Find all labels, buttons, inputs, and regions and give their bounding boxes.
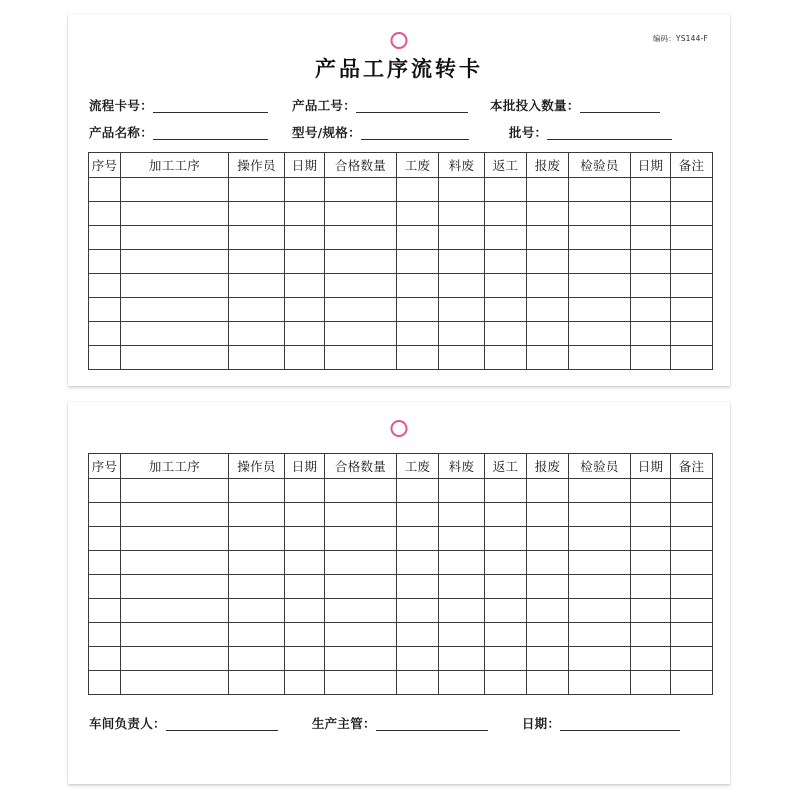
table-cell-gf[interactable] <box>397 551 439 575</box>
header-fields-row-1 <box>89 98 709 113</box>
field-batch-no[interactable] <box>509 125 672 140</box>
header-fields <box>89 98 709 140</box>
table-header-qty: 合格数量 <box>325 153 397 178</box>
table-cell-note[interactable] <box>671 298 713 322</box>
table-cell-qty[interactable] <box>325 575 397 599</box>
table-cell-gf[interactable] <box>397 647 439 671</box>
table-cell-insp[interactable] <box>569 623 631 647</box>
table-cell-note[interactable] <box>671 274 713 298</box>
field-flow-card-no-input[interactable] <box>153 99 268 113</box>
table-cell-mf[interactable] <box>439 226 485 250</box>
table-cell-qty[interactable] <box>325 647 397 671</box>
table-cell-scrap[interactable] <box>527 202 569 226</box>
table-cell-qty[interactable] <box>325 623 397 647</box>
table-cell-date1[interactable] <box>285 226 325 250</box>
table-cell-date1[interactable] <box>285 599 325 623</box>
table-cell-proc[interactable] <box>121 647 229 671</box>
table-cell-date2[interactable] <box>631 527 671 551</box>
field-workshop-manager-label: 车间负责人： <box>89 716 166 731</box>
table-header-op: 操作员 <box>229 454 285 479</box>
table-row <box>89 346 713 370</box>
table-cell-proc[interactable] <box>121 178 229 202</box>
binding-hole-icon <box>391 32 408 49</box>
table-cell-idx[interactable] <box>89 226 121 250</box>
table-header-date1: 日期 <box>285 153 325 178</box>
table-cell-qty[interactable] <box>325 671 397 695</box>
table-cell-insp[interactable] <box>569 551 631 575</box>
table-cell-date1[interactable] <box>285 202 325 226</box>
table-cell-idx[interactable] <box>89 503 121 527</box>
table-cell-proc[interactable] <box>121 274 229 298</box>
table-cell-date2[interactable] <box>631 647 671 671</box>
table-cell-mf[interactable] <box>439 551 485 575</box>
table-cell-idx[interactable] <box>89 322 121 346</box>
table-cell-idx[interactable] <box>89 274 121 298</box>
table-cell-mf[interactable] <box>439 322 485 346</box>
table-cell-mf[interactable] <box>439 575 485 599</box>
process-table-body-page-1 <box>89 178 713 370</box>
table-cell-qty[interactable] <box>325 226 397 250</box>
table-cell-qty[interactable] <box>325 527 397 551</box>
table-cell-mf[interactable] <box>439 623 485 647</box>
table-cell-note[interactable] <box>671 503 713 527</box>
table-cell-date2[interactable] <box>631 503 671 527</box>
table-header-op: 操作员 <box>229 153 285 178</box>
table-row <box>89 178 713 202</box>
table-row <box>89 575 713 599</box>
table-cell-qty[interactable] <box>325 551 397 575</box>
table-cell-op[interactable] <box>229 202 285 226</box>
table-header-rw: 返工 <box>485 454 527 479</box>
table-cell-idx[interactable] <box>89 575 121 599</box>
field-workshop-manager[interactable] <box>89 716 278 731</box>
table-cell-date1[interactable] <box>285 575 325 599</box>
table-cell-scrap[interactable] <box>527 298 569 322</box>
field-production-supervisor-input[interactable] <box>376 717 488 731</box>
table-cell-date1[interactable] <box>285 178 325 202</box>
table-cell-rw[interactable] <box>485 322 527 346</box>
field-workshop-manager-input[interactable] <box>166 717 278 731</box>
table-header-idx: 序号 <box>89 153 121 178</box>
table-cell-date2[interactable] <box>631 322 671 346</box>
binding-hole-icon <box>391 420 408 437</box>
table-row <box>89 647 713 671</box>
table-cell-mf[interactable] <box>439 503 485 527</box>
table-cell-op[interactable] <box>229 346 285 370</box>
table-cell-date1[interactable] <box>285 503 325 527</box>
table-cell-insp[interactable] <box>569 479 631 503</box>
table-cell-rw[interactable] <box>485 226 527 250</box>
table-cell-gf[interactable] <box>397 274 439 298</box>
field-batch-input-qty[interactable] <box>490 98 660 113</box>
table-header-row <box>89 153 713 178</box>
table-cell-op[interactable] <box>229 250 285 274</box>
table-cell-proc[interactable] <box>121 623 229 647</box>
table-row <box>89 551 713 575</box>
process-table-wrapper-page-1 <box>88 152 710 370</box>
table-cell-note[interactable] <box>671 202 713 226</box>
table-cell-scrap[interactable] <box>527 623 569 647</box>
table-row <box>89 250 713 274</box>
table-cell-rw[interactable] <box>485 575 527 599</box>
table-cell-date1[interactable] <box>285 250 325 274</box>
field-batch-no-label: 批号： <box>508 125 548 140</box>
table-cell-gf[interactable] <box>397 346 439 370</box>
table-cell-mf[interactable] <box>439 274 485 298</box>
table-cell-date1[interactable] <box>285 551 325 575</box>
table-cell-insp[interactable] <box>569 671 631 695</box>
table-cell-date1[interactable] <box>285 274 325 298</box>
table-cell-note[interactable] <box>671 479 713 503</box>
form-page-2 <box>68 402 730 784</box>
field-product-name-input[interactable] <box>153 126 268 140</box>
form-code-label: 编码：YS144-F <box>652 34 708 43</box>
table-header-proc: 加工工序 <box>121 153 229 178</box>
table-row <box>89 274 713 298</box>
table-cell-scrap[interactable] <box>527 575 569 599</box>
table-cell-gf[interactable] <box>397 226 439 250</box>
table-cell-insp[interactable] <box>569 503 631 527</box>
table-cell-insp[interactable] <box>569 322 631 346</box>
header-fields-row-2 <box>89 125 709 140</box>
table-cell-mf[interactable] <box>439 178 485 202</box>
table-cell-date2[interactable] <box>631 226 671 250</box>
field-product-job-no-label: 产品工号： <box>292 98 357 113</box>
table-cell-proc[interactable] <box>121 479 229 503</box>
table-header-gf: 工废 <box>397 454 439 479</box>
field-batch-input-qty-label: 本批投入数量： <box>490 98 580 113</box>
field-footer-date-label: 日期： <box>521 716 561 731</box>
table-header-scrap: 报废 <box>527 454 569 479</box>
table-cell-idx[interactable] <box>89 623 121 647</box>
table-cell-scrap[interactable] <box>527 178 569 202</box>
table-cell-proc[interactable] <box>121 503 229 527</box>
table-cell-idx[interactable] <box>89 346 121 370</box>
table-cell-qty[interactable] <box>325 599 397 623</box>
table-cell-op[interactable] <box>229 527 285 551</box>
table-header-note: 备注 <box>671 454 713 479</box>
table-cell-gf[interactable] <box>397 479 439 503</box>
process-table-head-page-2 <box>89 454 713 479</box>
table-cell-insp[interactable] <box>569 274 631 298</box>
table-cell-gf[interactable] <box>397 575 439 599</box>
table-header-insp: 检验员 <box>569 153 631 178</box>
field-product-job-no[interactable] <box>292 98 468 113</box>
table-cell-date2[interactable] <box>631 274 671 298</box>
table-cell-rw[interactable] <box>485 346 527 370</box>
table-cell-rw[interactable] <box>485 250 527 274</box>
table-cell-proc[interactable] <box>121 346 229 370</box>
table-cell-date1[interactable] <box>285 298 325 322</box>
field-flow-card-no[interactable] <box>89 98 268 113</box>
table-cell-date2[interactable] <box>631 298 671 322</box>
table-cell-scrap[interactable] <box>527 527 569 551</box>
table-cell-idx[interactable] <box>89 551 121 575</box>
table-cell-op[interactable] <box>229 298 285 322</box>
table-cell-mf[interactable] <box>439 647 485 671</box>
table-cell-rw[interactable] <box>485 274 527 298</box>
table-cell-rw[interactable] <box>485 479 527 503</box>
table-cell-proc[interactable] <box>121 298 229 322</box>
field-model-spec[interactable] <box>292 125 469 140</box>
table-cell-mf[interactable] <box>439 202 485 226</box>
table-cell-rw[interactable] <box>485 623 527 647</box>
table-cell-proc[interactable] <box>121 527 229 551</box>
table-cell-note[interactable] <box>671 671 713 695</box>
table-cell-scrap[interactable] <box>527 599 569 623</box>
table-header-note: 备注 <box>671 153 713 178</box>
table-header-qty: 合格数量 <box>325 454 397 479</box>
table-cell-note[interactable] <box>671 575 713 599</box>
field-flow-card-no-label: 流程卡号： <box>89 98 154 113</box>
table-cell-date1[interactable] <box>285 623 325 647</box>
table-cell-gf[interactable] <box>397 250 439 274</box>
table-cell-gf[interactable] <box>397 322 439 346</box>
field-footer-date-input[interactable] <box>560 717 680 731</box>
table-cell-rw[interactable] <box>485 178 527 202</box>
field-batch-input-qty-input[interactable] <box>580 99 660 113</box>
table-cell-mf[interactable] <box>439 250 485 274</box>
table-cell-proc[interactable] <box>121 599 229 623</box>
table-row <box>89 322 713 346</box>
field-product-job-no-input[interactable] <box>356 99 468 113</box>
table-cell-date1[interactable] <box>285 322 325 346</box>
process-table-head-page-1 <box>89 153 713 178</box>
table-cell-mf[interactable] <box>439 479 485 503</box>
table-cell-idx[interactable] <box>89 202 121 226</box>
table-cell-op[interactable] <box>229 178 285 202</box>
table-cell-note[interactable] <box>671 250 713 274</box>
table-cell-note[interactable] <box>671 527 713 551</box>
table-cell-proc[interactable] <box>121 322 229 346</box>
page-title: 产品工序流转卡 <box>315 57 483 81</box>
table-cell-scrap[interactable] <box>527 479 569 503</box>
table-cell-mf[interactable] <box>439 346 485 370</box>
table-cell-qty[interactable] <box>325 479 397 503</box>
table-cell-note[interactable] <box>671 322 713 346</box>
table-row <box>89 503 713 527</box>
table-header-rw: 返工 <box>485 153 527 178</box>
table-cell-date1[interactable] <box>285 647 325 671</box>
table-cell-date2[interactable] <box>631 178 671 202</box>
table-cell-date1[interactable] <box>285 527 325 551</box>
table-cell-idx[interactable] <box>89 671 121 695</box>
table-cell-rw[interactable] <box>485 202 527 226</box>
table-cell-insp[interactable] <box>569 250 631 274</box>
table-cell-gf[interactable] <box>397 623 439 647</box>
table-cell-note[interactable] <box>671 623 713 647</box>
table-header-insp: 检验员 <box>569 454 631 479</box>
table-row <box>89 527 713 551</box>
table-cell-rw[interactable] <box>485 527 527 551</box>
table-cell-mf[interactable] <box>439 298 485 322</box>
table-cell-idx[interactable] <box>89 298 121 322</box>
table-row <box>89 671 713 695</box>
table-header-date2: 日期 <box>631 454 671 479</box>
table-cell-idx[interactable] <box>89 479 121 503</box>
table-cell-date2[interactable] <box>631 671 671 695</box>
table-cell-qty[interactable] <box>325 298 397 322</box>
table-cell-op[interactable] <box>229 647 285 671</box>
table-header-date1: 日期 <box>285 454 325 479</box>
table-header-proc: 加工工序 <box>121 454 229 479</box>
table-cell-scrap[interactable] <box>527 551 569 575</box>
field-production-supervisor-label: 生产主管： <box>311 716 376 731</box>
table-cell-op[interactable] <box>229 671 285 695</box>
table-cell-qty[interactable] <box>325 178 397 202</box>
table-cell-note[interactable] <box>671 647 713 671</box>
table-cell-insp[interactable] <box>569 527 631 551</box>
table-row <box>89 226 713 250</box>
table-cell-op[interactable] <box>229 575 285 599</box>
table-cell-date1[interactable] <box>285 671 325 695</box>
table-cell-scrap[interactable] <box>527 503 569 527</box>
table-cell-date2[interactable] <box>631 623 671 647</box>
table-cell-op[interactable] <box>229 599 285 623</box>
field-model-spec-input[interactable] <box>361 126 469 140</box>
table-cell-date2[interactable] <box>631 575 671 599</box>
field-product-name-label: 产品名称： <box>89 125 154 140</box>
table-row <box>89 599 713 623</box>
table-cell-scrap[interactable] <box>527 322 569 346</box>
table-header-date2: 日期 <box>631 153 671 178</box>
field-production-supervisor[interactable] <box>312 716 488 731</box>
table-cell-qty[interactable] <box>325 250 397 274</box>
table-cell-idx[interactable] <box>89 647 121 671</box>
table-cell-insp[interactable] <box>569 226 631 250</box>
table-cell-proc[interactable] <box>121 671 229 695</box>
table-cell-date1[interactable] <box>285 479 325 503</box>
table-cell-gf[interactable] <box>397 202 439 226</box>
table-header-idx: 序号 <box>89 454 121 479</box>
table-cell-date2[interactable] <box>631 551 671 575</box>
table-cell-proc[interactable] <box>121 551 229 575</box>
table-cell-idx[interactable] <box>89 250 121 274</box>
table-cell-rw[interactable] <box>485 551 527 575</box>
table-cell-idx[interactable] <box>89 599 121 623</box>
table-cell-scrap[interactable] <box>527 226 569 250</box>
table-cell-insp[interactable] <box>569 346 631 370</box>
table-cell-insp[interactable] <box>569 202 631 226</box>
table-cell-date1[interactable] <box>285 346 325 370</box>
table-cell-op[interactable] <box>229 623 285 647</box>
table-cell-op[interactable] <box>229 503 285 527</box>
table-cell-gf[interactable] <box>397 298 439 322</box>
table-cell-scrap[interactable] <box>527 250 569 274</box>
table-cell-rw[interactable] <box>485 647 527 671</box>
table-cell-rw[interactable] <box>485 599 527 623</box>
table-cell-note[interactable] <box>671 178 713 202</box>
table-cell-mf[interactable] <box>439 527 485 551</box>
process-table-page-1 <box>88 152 713 370</box>
table-row <box>89 202 713 226</box>
table-cell-note[interactable] <box>671 346 713 370</box>
table-cell-insp[interactable] <box>569 647 631 671</box>
table-cell-op[interactable] <box>229 226 285 250</box>
table-cell-date2[interactable] <box>631 346 671 370</box>
table-cell-insp[interactable] <box>569 575 631 599</box>
table-cell-proc[interactable] <box>121 250 229 274</box>
table-cell-proc[interactable] <box>121 202 229 226</box>
table-cell-gf[interactable] <box>397 599 439 623</box>
table-header-scrap: 报废 <box>527 153 569 178</box>
table-cell-date2[interactable] <box>631 479 671 503</box>
table-cell-qty[interactable] <box>325 503 397 527</box>
table-cell-op[interactable] <box>229 322 285 346</box>
process-table-page-2 <box>88 453 713 695</box>
table-cell-note[interactable] <box>671 551 713 575</box>
table-cell-mf[interactable] <box>439 671 485 695</box>
table-cell-gf[interactable] <box>397 178 439 202</box>
table-cell-gf[interactable] <box>397 527 439 551</box>
table-header-mf: 料废 <box>439 454 485 479</box>
process-table-body-page-2 <box>89 479 713 695</box>
table-cell-note[interactable] <box>671 599 713 623</box>
table-cell-gf[interactable] <box>397 671 439 695</box>
table-header-gf: 工废 <box>397 153 439 178</box>
field-product-name[interactable] <box>89 125 268 140</box>
table-cell-mf[interactable] <box>439 599 485 623</box>
table-row <box>89 298 713 322</box>
table-cell-rw[interactable] <box>485 503 527 527</box>
table-cell-qty[interactable] <box>325 202 397 226</box>
table-cell-qty[interactable] <box>325 322 397 346</box>
table-cell-op[interactable] <box>229 479 285 503</box>
table-cell-qty[interactable] <box>325 274 397 298</box>
table-cell-rw[interactable] <box>485 671 527 695</box>
table-cell-qty[interactable] <box>325 346 397 370</box>
table-cell-scrap[interactable] <box>527 274 569 298</box>
table-cell-idx[interactable] <box>89 527 121 551</box>
table-cell-date2[interactable] <box>631 202 671 226</box>
table-cell-scrap[interactable] <box>527 647 569 671</box>
footer-signature-fields <box>89 716 709 731</box>
table-cell-date2[interactable] <box>631 599 671 623</box>
table-cell-op[interactable] <box>229 274 285 298</box>
table-cell-scrap[interactable] <box>527 671 569 695</box>
field-model-spec-label: 型号/规格： <box>292 125 361 140</box>
table-cell-proc[interactable] <box>121 575 229 599</box>
table-cell-insp[interactable] <box>569 599 631 623</box>
table-cell-scrap[interactable] <box>527 346 569 370</box>
table-cell-date2[interactable] <box>631 250 671 274</box>
table-cell-gf[interactable] <box>397 503 439 527</box>
form-page-1 <box>68 14 730 386</box>
table-cell-insp[interactable] <box>569 178 631 202</box>
process-table-wrapper-page-2 <box>88 453 710 695</box>
table-cell-rw[interactable] <box>485 298 527 322</box>
table-row <box>89 479 713 503</box>
table-header-row <box>89 454 713 479</box>
table-row <box>89 623 713 647</box>
table-cell-note[interactable] <box>671 226 713 250</box>
field-batch-no-input[interactable] <box>547 126 672 140</box>
table-header-mf: 料废 <box>439 153 485 178</box>
table-cell-idx[interactable] <box>89 178 121 202</box>
table-cell-proc[interactable] <box>121 226 229 250</box>
table-cell-insp[interactable] <box>569 298 631 322</box>
field-footer-date[interactable] <box>522 716 680 731</box>
table-cell-op[interactable] <box>229 551 285 575</box>
